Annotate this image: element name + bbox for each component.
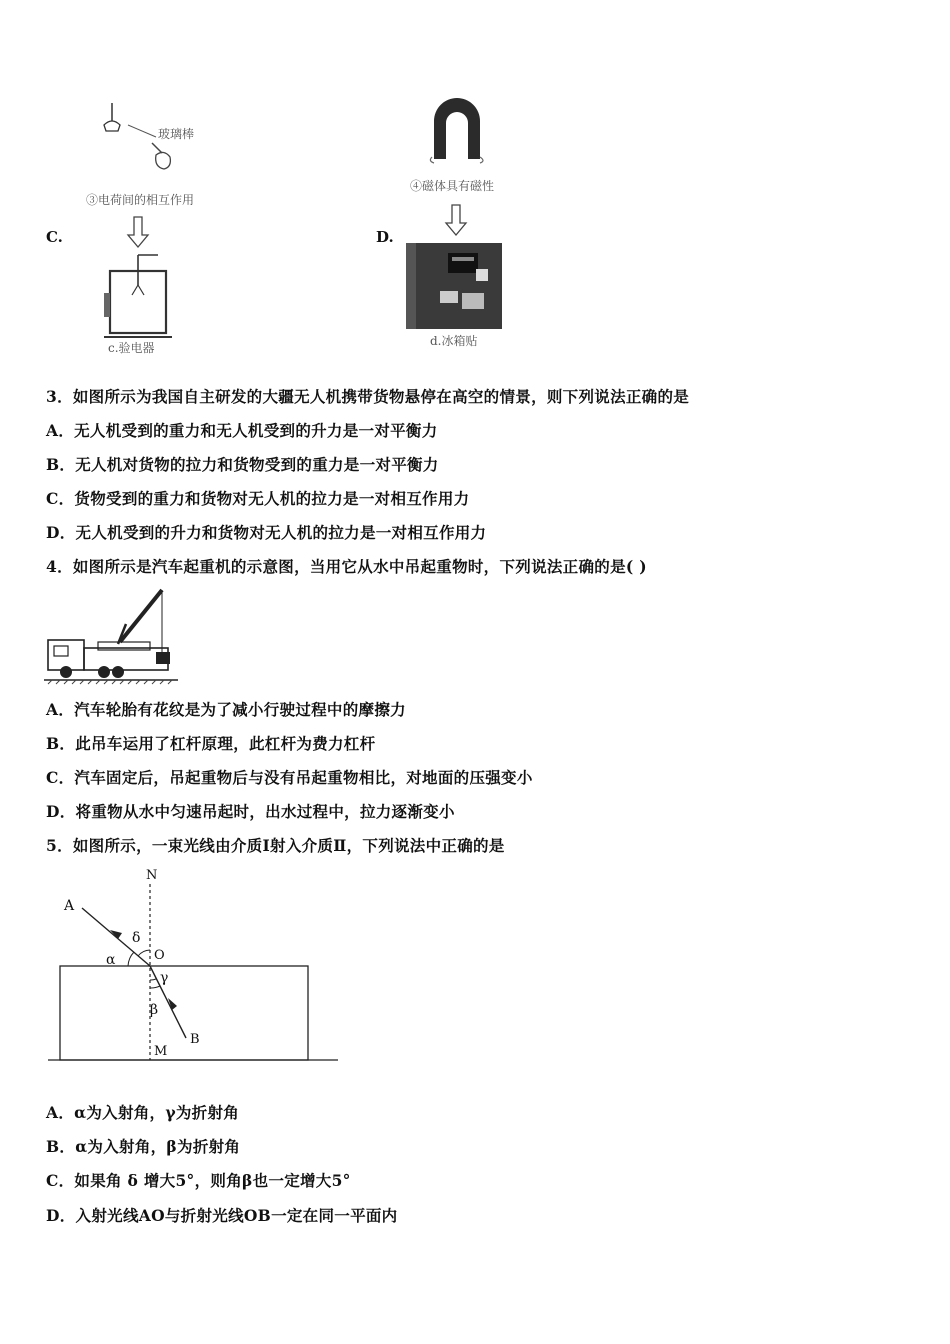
q5-option-c[interactable]: C．如果角 δ 增大5°，则角β也一定增大5° (46, 1171, 351, 1190)
label-a: A (64, 898, 75, 914)
q3-stem: 3．如图所示为我国自主研发的大疆无人机携带货物悬停在高空的情景，则下列说法正确的是 (46, 387, 690, 406)
q5-stem: 5．如图所示，一束光线由介质Ⅰ射入介质Ⅱ，下列说法中正确的是 (46, 836, 505, 855)
fridge-magnet-photo (406, 243, 502, 329)
fig-c-top-caption: ③电荷间的相互作用 (86, 193, 195, 207)
q4-option-b[interactable]: B．此吊车运用了杠杆原理，此杠杆为费力杠杆 (46, 734, 376, 753)
option-d-label: D. (376, 228, 394, 246)
q5-option-d[interactable]: D．入射光线AO与折射光线OB一定在同一平面内 (46, 1206, 398, 1225)
q4-option-d[interactable]: D．将重物从水中匀速吊起时，出水过程中，拉力逐渐变小 (46, 802, 455, 821)
label-gamma: γ (160, 970, 169, 986)
label-delta: δ (132, 930, 141, 946)
option-c-label: C. (46, 228, 63, 246)
label-o: O (154, 948, 165, 963)
label-b: B (190, 1032, 200, 1047)
fig-c-bottom-caption: c.验电器 (108, 341, 155, 355)
glass-rod-label: 玻璃棒 (158, 127, 195, 141)
q3-option-d[interactable]: D．无人机受到的升力和货物对无人机的拉力是一对相互作用力 (46, 523, 487, 542)
refraction-diagram (40, 866, 350, 1066)
q3-option-a[interactable]: A．无人机受到的重力和无人机受到的升力是一对平衡力 (46, 421, 438, 440)
electroscope-illustration (100, 253, 180, 343)
fig-d-top-caption: ④磁体具有磁性 (410, 179, 495, 193)
q4-option-a[interactable]: A．汽车轮胎有花纹是为了减小行驶过程中的摩擦力 (46, 700, 406, 719)
crane-truck-diagram (44, 584, 184, 688)
q3-option-b[interactable]: B．无人机对货物的拉力和货物受到的重力是一对平衡力 (46, 455, 439, 474)
label-m: M (154, 1044, 168, 1059)
q4-stem: 4．如图所示是汽车起重机的示意图，当用它从水中吊起重物时，下列说法正确的是( ) (46, 557, 647, 576)
u-magnet-illustration (422, 95, 492, 165)
q4-option-c[interactable]: C．汽车固定后，吊起重物后与没有吊起重物相比，对地面的压强变小 (46, 768, 533, 787)
option-d-figure (400, 95, 520, 360)
fig-d-bottom-caption: d.冰箱贴 (430, 334, 478, 348)
down-arrow-icon (444, 203, 468, 237)
q5-option-b[interactable]: B．α为入射角，β为折射角 (46, 1137, 241, 1156)
q3-option-c[interactable]: C．货物受到的重力和货物对无人机的拉力是一对相互作用力 (46, 489, 470, 508)
charge-interaction-illustration (80, 95, 220, 205)
label-n: N (146, 868, 158, 883)
label-alpha: α (106, 952, 116, 968)
q5-option-a[interactable]: A．α为入射角，γ为折射角 (46, 1103, 240, 1122)
option-c-figure (80, 95, 220, 360)
down-arrow-icon (126, 215, 150, 249)
label-beta: β (150, 1002, 159, 1018)
